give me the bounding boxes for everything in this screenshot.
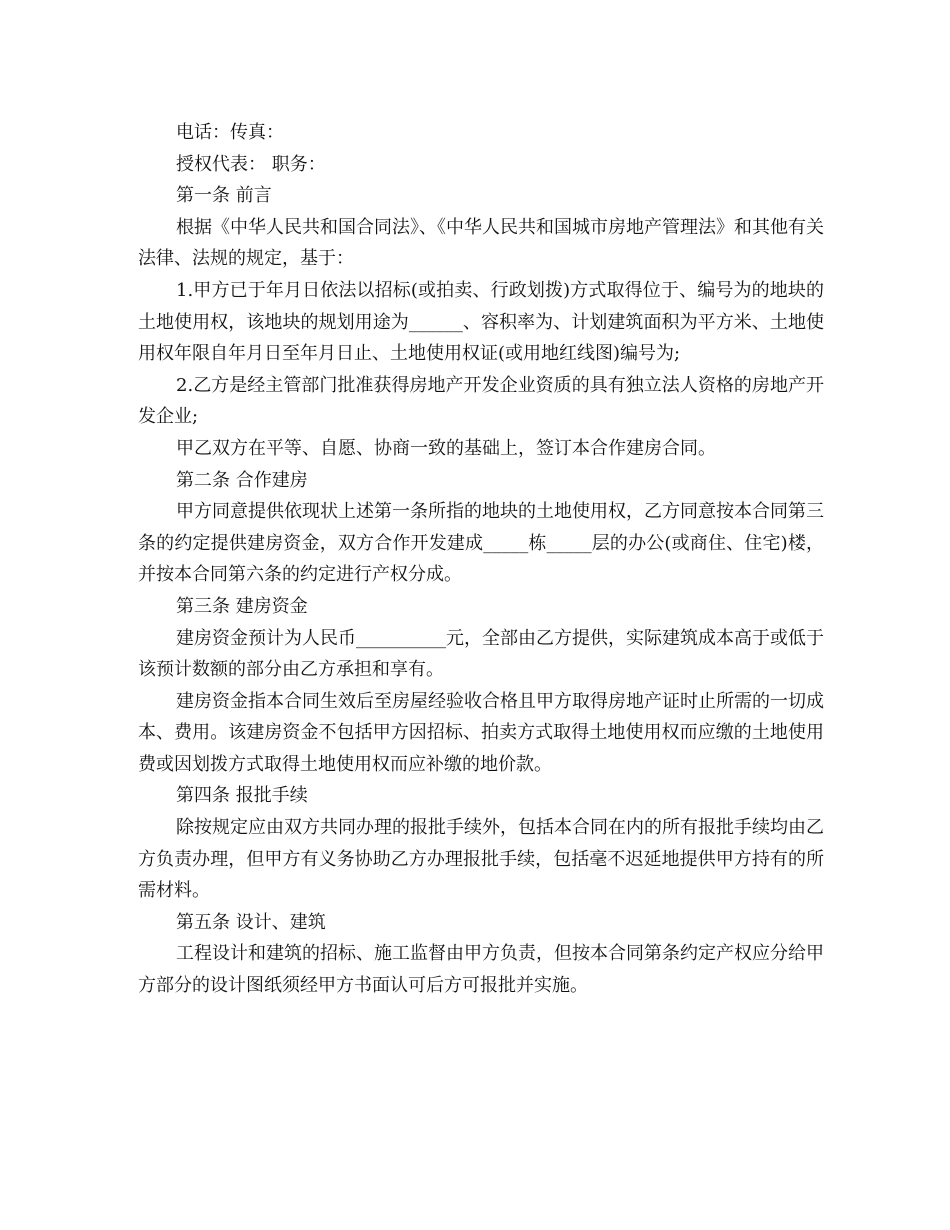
article-3-body-2: 建房资金指本合同生效后至房屋经验收合格且甲方取得房地产证时止所需的一切成本、费用。该建房资金不包括甲方因招标、拍卖方式取得土地使用权而应缴的土地使用费或因划拨方式取得土地使用权而应补缴的地价款。 <box>138 690 824 775</box>
article-5-heading: 第五条 设计、建筑 <box>176 911 326 933</box>
article-3-heading: 第三条 建房资金 <box>176 595 308 617</box>
article-2-body: 甲方同意提供依现状上述第一条所指的地块的土地使用权，乙方同意按本合同第三条的约定提供建房资金，双方合作开发建成_____栋_____层的办公(或商住、住宅)楼，并按本合同第六条的约定进行产权分成。 <box>138 501 824 586</box>
contact-phone-fax-line: 电话：传真： <box>176 122 284 143</box>
article-4-heading: 第四条 报批手续 <box>176 785 308 807</box>
article-1-item-2: 2.乙方是经主管部门批准获得房地产开发企业资质的具有独立法人资格的房地产开发企业; <box>138 374 824 428</box>
authorized-representative-line: 授权代表： 职务： <box>176 153 326 175</box>
article-4-body: 除按规定应由双方共同办理的报批手续外，包括本合同在内的所有报批手续均由乙方负责办理，但甲方有义务协助乙方办理报批手续，包括毫不迟延地提供甲方持有的所需材料。 <box>138 817 824 902</box>
article-1-conclusion: 甲乙双方在平等、自愿、协商一致的基础上，签订本合作建房合同。 <box>176 437 716 459</box>
article-1-item-1: 1.甲方已于年月日依法以招标(或拍卖、行政划拨)方式取得位于、编号为的地块的土地使用权，该地块的规划用途为______、容积率为、计划建筑面积为平方米、土地使用权年限自年月日至年月日止、土地使用权证(或用地红线图)编号为; <box>138 279 824 365</box>
contract-body <box>138 117 824 1002</box>
article-5-body: 工程设计和建筑的招标、施工监督由甲方负责，但按本合同第条约定产权应分给甲方部分的设计图纸须经甲方书面认可后方可报批并实施。 <box>138 943 824 997</box>
article-2-heading: 第二条 合作建房 <box>176 469 308 491</box>
article-1-heading: 第一条 前言 <box>176 185 272 207</box>
article-1-intro: 根据《中华人民共和国合同法》、《中华人民共和国城市房地产管理法》和其他有关法律、法规的规定，基于： <box>138 216 824 270</box>
article-3-body-1: 建房资金预计为人民币__________元，全部由乙方提供，实际建筑成本高于或低于该预计数额的部分由乙方承担和享有。 <box>138 627 824 681</box>
